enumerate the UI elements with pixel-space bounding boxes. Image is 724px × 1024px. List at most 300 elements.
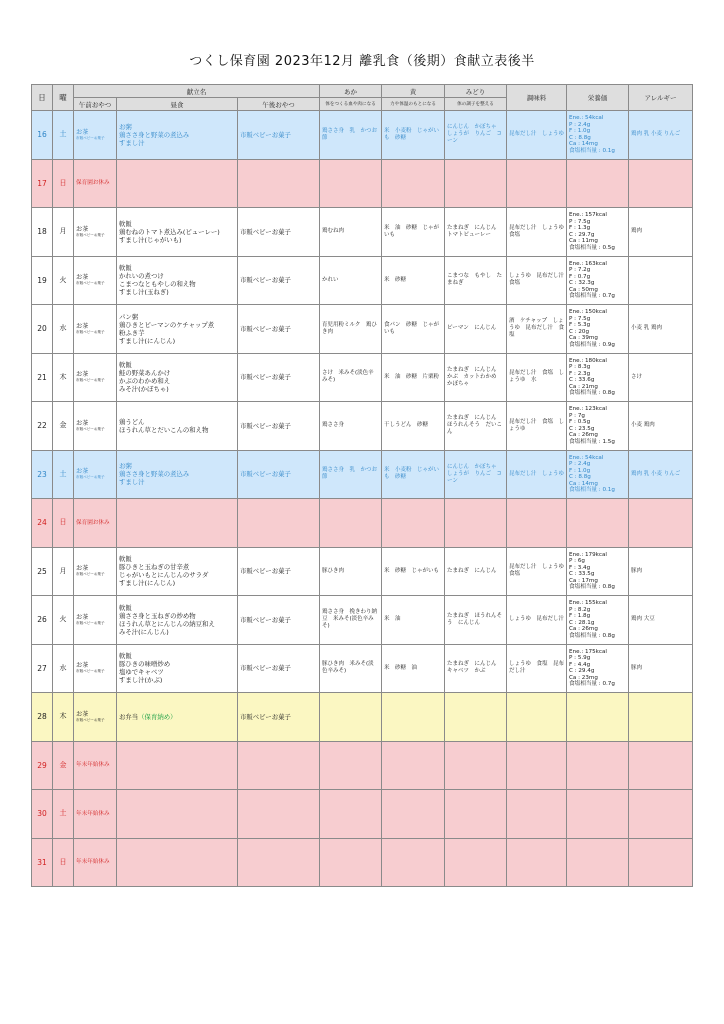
holiday-label: 保育園お休み (76, 180, 110, 187)
empty-cell (320, 159, 382, 208)
nutrition-line: 食塩相当量 : 0.1g (569, 487, 615, 494)
green-ingredients: にんじん かぼちゃ しょうが りんご コーン (445, 111, 507, 160)
pm-snack-cell: 市販ベビーお菓子 (238, 256, 320, 305)
table-row (32, 644, 693, 693)
lunch-item: じゃがいもとにんじんのサラダ (119, 571, 209, 580)
yellow-ingredients: 干しうどん 砂糖 (382, 402, 445, 451)
green-ingredients: こまつな もやし たまねぎ (445, 256, 507, 305)
nutrition-line: Ca : 17mg (569, 577, 598, 584)
nutrition-line: F : 4.4g (569, 661, 591, 668)
day-cell: 16 (32, 111, 53, 160)
nutrition-line: F : 5.3g (569, 322, 591, 329)
seasoning-cell: しょうゆ 昆布だし汁 食塩 (507, 256, 567, 305)
nutrition-line: F : 1.0g (569, 467, 591, 474)
day-cell: 30 (32, 790, 53, 839)
nutrition-line: Ene.: 54kcal (569, 115, 604, 122)
lunch-item: 軟飯 (119, 219, 132, 228)
day-cell: 25 (32, 547, 53, 596)
holiday-cell (74, 159, 117, 208)
nutrition-line: P : 2.4g (569, 121, 591, 128)
weekday-cell: 月 (53, 547, 74, 596)
nutrition-cell (567, 547, 629, 596)
yellow-ingredients: 食パン 砂糖 じゃがいも (382, 305, 445, 354)
holiday-label: 保育園お休み (76, 519, 110, 526)
day-cell: 19 (32, 256, 53, 305)
nutrition-line: C : 29.4g (569, 668, 595, 675)
nutrition-cell (567, 256, 629, 305)
table-row (32, 741, 693, 790)
lunch-item: こまつなともやしの和え物 (119, 280, 196, 289)
nutrition-line: Ca : 21mg (569, 383, 598, 390)
day-cell: 27 (32, 644, 53, 693)
header-yellow-sub: 力や体温のもとになる (382, 98, 445, 111)
pm-snack-cell: 市販ベビーお菓子 (238, 547, 320, 596)
weekday-cell: 土 (53, 790, 74, 839)
allergy-cell: さけ (629, 353, 693, 402)
am-snack-cell (74, 693, 117, 742)
am-snack-text: お茶 (76, 613, 89, 621)
nutrition-line: Ca : 26mg (569, 432, 598, 439)
lunch-item: 豚ひきと玉ねぎの甘辛煮 (119, 563, 190, 572)
yellow-ingredients: 米 油 (382, 596, 445, 645)
empty-cell (567, 159, 629, 208)
lunch-item: 軟飯 (119, 264, 132, 273)
lunch-item: 軟飯 (119, 361, 132, 370)
green-ingredients: たまねぎ にんじん ほうれんそう だいこん (445, 402, 507, 451)
weekday-cell: 日 (53, 159, 74, 208)
weekday-cell: 月 (53, 208, 74, 257)
green-ingredients: たまねぎ にんじん (445, 547, 507, 596)
lunch-cell (117, 111, 238, 160)
empty-cell (507, 499, 567, 548)
empty-cell (117, 741, 238, 790)
yellow-ingredients: 米 油 砂糖 じゃがいも (382, 208, 445, 257)
nutrition-line: Ene.: 180kcal (569, 357, 607, 364)
page-title: つくし保育園 2023年12月 離乳食（後期）食献立表後半 (189, 54, 535, 69)
empty-cell (507, 741, 567, 790)
nutrition-line: 食塩相当量 : 0.7g (569, 681, 615, 688)
am-snack-note: 市販ベビーお菓子 (76, 426, 105, 431)
nutrition-line: F : 0.7g (569, 273, 591, 280)
nutrition-line: P : 7g (569, 412, 585, 419)
day-cell: 21 (32, 353, 53, 402)
lunch-item: すまし汁(玉ねぎ) (119, 288, 169, 297)
nutrition-line: 食塩相当量 : 0.5g (569, 244, 615, 251)
am-snack-text: お茶 (76, 128, 89, 136)
yellow-ingredients: 米 砂糖 じゃがいも (382, 547, 445, 596)
nutrition-line: C : 20g (569, 328, 590, 335)
nutrition-line: C : 23.5g (569, 425, 595, 432)
nutrition-line: P : 6g (569, 558, 585, 565)
weekday-cell: 木 (53, 353, 74, 402)
weekday-cell: 火 (53, 596, 74, 645)
lunch-item: すまし汁(にんじん) (119, 579, 176, 588)
lunch-item: すまし汁(にんじん) (119, 336, 176, 345)
seasoning-cell: 昆布だし汁 しょうゆ 食塩 (507, 208, 567, 257)
nutrition-line: 食塩相当量 : 0.8g (569, 632, 615, 639)
nutrition-line: Ene.: 155kcal (569, 600, 607, 607)
yellow-ingredients: 米 砂糖 油 (382, 644, 445, 693)
empty-cell (445, 838, 507, 887)
red-ingredients: 育児用粉ミルク 鶏ひき肉 (320, 305, 382, 354)
lunch-item: 鮭の野菜あんかけ (119, 369, 171, 378)
table-row (32, 208, 693, 257)
table-header (32, 85, 693, 111)
nutrition-line: Ene.: 157kcal (569, 212, 607, 219)
lunch-cell (117, 450, 238, 499)
red-ingredients: かれい (320, 256, 382, 305)
nutrition-line: 食塩相当量 : 0.9g (569, 341, 615, 348)
weekday-cell: 金 (53, 741, 74, 790)
header-green-sub: 体の調子を整える (445, 98, 507, 111)
empty-cell (507, 838, 567, 887)
empty-cell (629, 790, 693, 839)
table-row (32, 790, 693, 839)
allergy-cell: 鶏肉 乳 小麦 りんご (629, 111, 693, 160)
empty-cell (320, 693, 382, 742)
day-cell: 17 (32, 159, 53, 208)
lunch-item: 軟飯 (119, 603, 132, 612)
pm-snack-cell: 市販ベビーお菓子 (238, 305, 320, 354)
red-ingredients: 鶏ささ身 乳 かつお節 (320, 450, 382, 499)
weekday-cell: 日 (53, 499, 74, 548)
am-snack-text: お茶 (76, 468, 89, 476)
table-row (32, 402, 693, 451)
header-weekday: 曜 (53, 85, 74, 111)
am-snack-text: お茶 (76, 225, 89, 233)
nutrition-line: F : 1.8g (569, 613, 591, 620)
header-red: あか (320, 85, 382, 98)
lunch-main: お弁当 (119, 712, 139, 721)
day-cell: 29 (32, 741, 53, 790)
empty-cell (445, 790, 507, 839)
lunch-item: ほうれん草とだいこんの和え物 (119, 425, 209, 434)
am-snack-note: 市販ベビーお菓子 (76, 717, 105, 722)
am-snack-cell (74, 596, 117, 645)
am-snack-text: お茶 (76, 274, 89, 282)
header-am-snack: 午前おやつ (74, 98, 117, 111)
lunch-item: 軟飯 (119, 555, 132, 564)
day-cell: 31 (32, 838, 53, 887)
am-snack-text: お茶 (76, 371, 89, 379)
yellow-ingredients: 米 小麦粉 じゃがいも 砂糖 (382, 111, 445, 160)
header-nutrition: 栄養価 (567, 85, 629, 111)
nutrition-cell (567, 208, 629, 257)
empty-cell (117, 790, 238, 839)
green-ingredients: たまねぎ にんじん キャベツ かぶ (445, 644, 507, 693)
lunch-item: すまし汁(かぶ) (119, 676, 163, 685)
empty-cell (320, 741, 382, 790)
lunch-item: 鶏むねのトマト煮込み(ピューレー) (119, 227, 220, 236)
empty-cell (567, 499, 629, 548)
lunch-item: 軟飯 (119, 652, 132, 661)
nutrition-line: Ene.: 163kcal (569, 260, 607, 267)
allergy-cell: 豚肉 (629, 644, 693, 693)
am-snack-cell (74, 402, 117, 451)
empty-cell (238, 838, 320, 887)
nutrition-line: F : 3.4g (569, 564, 591, 571)
allergy-cell: 小麦 鶏肉 (629, 402, 693, 451)
nutrition-line: C : 8.8g (569, 474, 591, 481)
nutrition-cell (567, 644, 629, 693)
day-cell: 18 (32, 208, 53, 257)
weekday-cell: 土 (53, 450, 74, 499)
table-row (32, 159, 693, 208)
empty-cell (507, 159, 567, 208)
pm-snack-cell: 市販ベビーお菓子 (238, 208, 320, 257)
weekday-cell: 水 (53, 644, 74, 693)
nutrition-line: 食塩相当量 : 0.8g (569, 584, 615, 591)
seasoning-cell: しょうゆ 食塩 昆布だし汁 (507, 644, 567, 693)
lunch-item: 鶏ささ身と野菜の煮込み (119, 130, 190, 139)
empty-cell (382, 741, 445, 790)
lunch-cell (117, 693, 238, 742)
lunch-cell (117, 644, 238, 693)
empty-cell (382, 159, 445, 208)
green-ingredients: たまねぎ にんじん かぶ カットわかめ かぼちゃ (445, 353, 507, 402)
seasoning-cell: 昆布だし汁 食塩 しょうゆ (507, 402, 567, 451)
am-snack-note: 市販ベビーお菓子 (76, 620, 105, 625)
am-snack-note: 市販ベビーお菓子 (76, 475, 105, 480)
holiday-cell (74, 838, 117, 887)
empty-cell (320, 838, 382, 887)
empty-cell (117, 499, 238, 548)
weekday-cell: 金 (53, 402, 74, 451)
allergy-cell (629, 256, 693, 305)
empty-cell (382, 838, 445, 887)
day-cell: 23 (32, 450, 53, 499)
lunch-note: （保育納め） (138, 712, 177, 721)
red-ingredients: 鶏ささ身 (320, 402, 382, 451)
pm-snack-cell: 市販ベビーお菓子 (238, 402, 320, 451)
nutrition-line: Ene.: 123kcal (569, 406, 607, 413)
nutrition-line: P : 7.5g (569, 218, 591, 225)
table-row (32, 838, 693, 887)
seasoning-cell: しょうゆ 昆布だし汁 (507, 596, 567, 645)
lunch-item: すまし汁(じゃがいも) (119, 235, 182, 244)
lunch-item: 鶏ひきとピーマンのケチャップ煮 (119, 320, 215, 329)
seasoning-cell: 昆布だし汁 しょうゆ (507, 450, 567, 499)
empty-cell (567, 790, 629, 839)
empty-cell (567, 693, 629, 742)
header-red-sub: 体をつくる血や肉になる (320, 98, 382, 111)
weekday-cell: 日 (53, 838, 74, 887)
am-snack-note: 市販ベビーお菓子 (76, 281, 105, 286)
allergy-cell: 小麦 乳 鶏肉 (629, 305, 693, 354)
table-row (32, 450, 693, 499)
yellow-ingredients: 米 小麦粉 じゃがいも 砂糖 (382, 450, 445, 499)
table-row (32, 111, 693, 160)
allergy-cell: 鶏肉 乳 小麦 りんご (629, 450, 693, 499)
lunch-cell (117, 305, 238, 354)
lunch-item: 塩ゆでキャベツ (119, 668, 164, 677)
pm-snack-cell: 市販ベビーお菓子 (238, 596, 320, 645)
lunch-cell (117, 353, 238, 402)
nutrition-line: Ene.: 179kcal (569, 551, 607, 558)
pm-snack-cell: 市販ベビーお菓子 (238, 644, 320, 693)
am-snack-text: お茶 (76, 710, 89, 718)
empty-cell (445, 159, 507, 208)
nutrition-line: C : 8.8g (569, 134, 591, 141)
am-snack-cell (74, 111, 117, 160)
am-snack-cell (74, 208, 117, 257)
nutrition-line: C : 33.6g (569, 377, 595, 384)
lunch-item: ほうれん草とにんじんの納豆和え (119, 619, 215, 628)
nutrition-line: F : 0.5g (569, 419, 591, 426)
empty-cell (382, 790, 445, 839)
am-snack-cell (74, 305, 117, 354)
day-cell: 22 (32, 402, 53, 451)
header-day: 日 (32, 85, 53, 111)
table-row (32, 353, 693, 402)
seasoning-cell: 昆布だし汁 しょうゆ (507, 111, 567, 160)
lunch-cell (117, 547, 238, 596)
day-cell: 28 (32, 693, 53, 742)
holiday-cell (74, 741, 117, 790)
lunch-item: 豚ひきの味噌炒め (119, 660, 171, 669)
empty-cell (238, 499, 320, 548)
pm-snack-cell: 市販ベビーお菓子 (238, 450, 320, 499)
table-row (32, 693, 693, 742)
lunch-item: 鶏ささ身と野菜の煮込み (119, 470, 190, 479)
nutrition-line: 食塩相当量 : 1.5g (569, 438, 615, 445)
red-ingredients: 鶏むね肉 (320, 208, 382, 257)
am-snack-cell (74, 450, 117, 499)
nutrition-line: Ca : 39mg (569, 335, 598, 342)
weekday-cell: 土 (53, 111, 74, 160)
lunch-item: 鶏ささ身と玉ねぎの炒め物 (119, 611, 196, 620)
allergy-cell: 鶏肉 大豆 (629, 596, 693, 645)
empty-cell (629, 741, 693, 790)
yellow-ingredients: 米 油 砂糖 片栗粉 (382, 353, 445, 402)
nutrition-cell (567, 596, 629, 645)
nutrition-line: 食塩相当量 : 0.1g (569, 147, 615, 154)
nutrition-line: P : 7.5g (569, 315, 591, 322)
allergy-cell: 豚肉 (629, 547, 693, 596)
empty-cell (320, 790, 382, 839)
empty-cell (629, 159, 693, 208)
table-row (32, 256, 693, 305)
empty-cell (238, 159, 320, 208)
green-ingredients: たまねぎ ほうれんそう にんじん (445, 596, 507, 645)
header-allergy: アレルギー (629, 85, 693, 111)
am-snack-text: お茶 (76, 322, 89, 330)
nutrition-line: P : 8.3g (569, 364, 591, 371)
empty-cell (382, 499, 445, 548)
nutrition-line: C : 29.7g (569, 231, 595, 238)
lunch-item: 鶏うどん (119, 417, 145, 426)
empty-cell (629, 693, 693, 742)
empty-cell (507, 693, 567, 742)
empty-cell (567, 741, 629, 790)
allergy-cell: 鶏肉 (629, 208, 693, 257)
lunch-item: すまし汁 (119, 138, 145, 147)
pm-snack-cell: 市販ベビーお菓子 (238, 353, 320, 402)
empty-cell (117, 159, 238, 208)
lunch-item: パン粥 (119, 312, 139, 321)
yellow-ingredients: 米 砂糖 (382, 256, 445, 305)
am-snack-note: 市販ベビーお菓子 (76, 135, 105, 140)
lunch-item: 粉ふき芋 (119, 328, 145, 337)
red-ingredients: 豚ひき肉 米みそ(淡色辛みそ) (320, 644, 382, 693)
lunch-cell (117, 208, 238, 257)
table-row (32, 305, 693, 354)
red-ingredients: 豚ひき肉 (320, 547, 382, 596)
seasoning-cell: 昆布だし汁 しょうゆ 食塩 (507, 547, 567, 596)
am-snack-cell (74, 256, 117, 305)
nutrition-cell (567, 305, 629, 354)
empty-cell (445, 499, 507, 548)
am-snack-text: お茶 (76, 419, 89, 427)
weekday-cell: 火 (53, 256, 74, 305)
nutrition-line: C : 32.3g (569, 280, 595, 287)
lunch-cell (117, 596, 238, 645)
table-row (32, 499, 693, 548)
table-body (32, 111, 693, 887)
red-ingredients: さけ 米みそ(淡色辛みそ) (320, 353, 382, 402)
lunch-cell (117, 256, 238, 305)
am-snack-note: 市販ベビーお菓子 (76, 669, 105, 674)
nutrition-cell (567, 111, 629, 160)
seasoning-cell: 昆布だし汁 食塩 しょうゆ 水 (507, 353, 567, 402)
lunch-item: お粥 (119, 122, 132, 131)
empty-cell (238, 790, 320, 839)
lunch-item: かれいの煮つけ (119, 272, 164, 281)
nutrition-cell (567, 402, 629, 451)
am-snack-note: 市販ベビーお菓子 (76, 378, 105, 383)
am-snack-cell (74, 644, 117, 693)
lunch-item: すまし汁 (119, 478, 145, 487)
day-cell: 24 (32, 499, 53, 548)
nutrition-line: Ca : 14mg (569, 480, 598, 487)
table-row (32, 547, 693, 596)
nutrition-line: Ene.: 54kcal (569, 454, 604, 461)
header-seasoning: 調味料 (507, 85, 567, 111)
nutrition-line: 食塩相当量 : 0.7g (569, 293, 615, 300)
lunch-item: お粥 (119, 462, 132, 471)
nutrition-line: C : 33.5g (569, 571, 595, 578)
nutrition-line: Ene.: 175kcal (569, 648, 607, 655)
empty-cell (629, 499, 693, 548)
header-pm-snack: 午後おやつ (238, 98, 320, 111)
nutrition-line: P : 8.2g (569, 606, 591, 613)
nutrition-line: 食塩相当量 : 0.8g (569, 390, 615, 397)
lunch-item: みそ汁(にんじん) (119, 627, 169, 636)
green-ingredients: にんじん かぼちゃ しょうが りんご コーン (445, 450, 507, 499)
holiday-cell (74, 499, 117, 548)
am-snack-text: お茶 (76, 662, 89, 670)
red-ingredients: 鶏ささ身 乳 かつお節 (320, 111, 382, 160)
am-snack-cell (74, 547, 117, 596)
header-green: みどり (445, 85, 507, 98)
green-ingredients: たまねぎ にんじん トマトピューレー (445, 208, 507, 257)
lunch-cell (117, 402, 238, 451)
nutrition-cell (567, 450, 629, 499)
empty-cell (445, 741, 507, 790)
day-cell: 20 (32, 305, 53, 354)
empty-cell (117, 838, 238, 887)
table-row (32, 596, 693, 645)
red-ingredients: 鶏ささ身 挽きわり納豆 米みそ(淡色辛みそ) (320, 596, 382, 645)
lunch-item: みそ汁(かぼちゃ) (119, 385, 169, 394)
header-yellow: 黄 (382, 85, 445, 98)
nutrition-line: Ca : 11mg (569, 238, 598, 245)
am-snack-note: 市販ベビーお菓子 (76, 572, 105, 577)
header-menu-name: 献立名 (74, 85, 320, 98)
nutrition-line: Ca : 26mg (569, 626, 598, 633)
nutrition-line: C : 28.1g (569, 619, 595, 626)
empty-cell (629, 838, 693, 887)
